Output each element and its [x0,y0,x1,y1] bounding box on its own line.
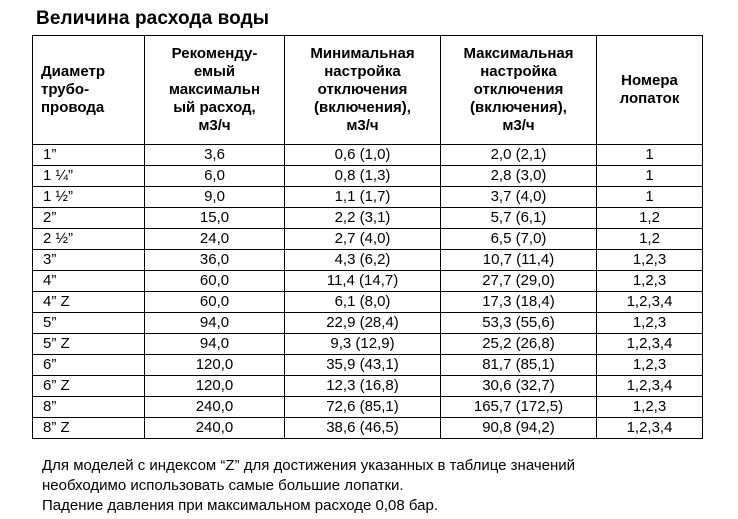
table-row [33,418,703,439]
header-line: провода [41,99,105,116]
max-setting-cell: 17,3 (18,4) [441,292,597,313]
table-row [33,313,703,334]
diameter-cell: 1 ½” [33,187,145,208]
min-setting-cell: 35,9 (43,1) [285,355,441,376]
min-setting-cell: 0,8 (1,3) [285,166,441,187]
header-line: Минимальная [310,45,415,62]
header-line: Рекоменду- [171,45,258,62]
table-row [33,187,703,208]
diameter-cell: 5” [33,313,145,334]
min-setting-cell: 22,9 (28,4) [285,313,441,334]
recommended-flow-cell: 9,0 [145,187,285,208]
diameter-cell: 6” Z [33,376,145,397]
recommended-flow-cell: 240,0 [145,418,285,439]
header-line: Номера [621,72,678,89]
blade-numbers-cell: 1,2,3 [597,313,703,334]
max-setting-cell: 27,7 (29,0) [441,271,597,292]
min-setting-cell: 2,2 (3,1) [285,208,441,229]
diameter-cell: 8” [33,397,145,418]
recommended-flow-cell: 15,0 [145,208,285,229]
recommended-flow-cell: 6,0 [145,166,285,187]
min-setting-cell: 4,3 (6,2) [285,250,441,271]
min-setting-cell: 1,1 (1,7) [285,187,441,208]
header-line: настройка [324,63,401,80]
water-flow-table [32,35,703,439]
header-min-setting [285,36,441,145]
recommended-flow-cell: 24,0 [145,229,285,250]
table-row [33,292,703,313]
recommended-flow-cell: 60,0 [145,292,285,313]
header-line: максимальн [168,81,261,98]
header-line: ый расход, [173,99,256,116]
blade-numbers-cell: 1,2,3,4 [597,292,703,313]
diameter-cell: 1 ¼” [33,166,145,187]
diameter-cell: 6” [33,355,145,376]
recommended-flow-cell: 36,0 [145,250,285,271]
table-row [33,397,703,418]
min-setting-cell: 12,3 (16,8) [285,376,441,397]
header-pipe-diameter [33,36,145,145]
diameter-cell: 2” [33,208,145,229]
table-row [33,208,703,229]
diameter-cell: 2 ½” [33,229,145,250]
blade-numbers-cell: 1,2,3 [597,355,703,376]
min-setting-cell: 38,6 (46,5) [285,418,441,439]
table-row [33,355,703,376]
blade-numbers-cell: 1 [597,166,703,187]
table-header-row [33,36,703,145]
max-setting-cell: 3,7 (4,0) [441,187,597,208]
z-model-note-line-1: Для моделей с индексом “Z” для достижения указанных в таблице значений [42,457,576,474]
recommended-flow-cell: 60,0 [145,271,285,292]
header-blade-numbers [597,36,703,145]
max-setting-cell: 90,8 (94,2) [441,418,597,439]
recommended-flow-cell: 120,0 [145,355,285,376]
blade-numbers-cell: 1,2,3,4 [597,334,703,355]
diameter-cell: 1” [33,145,145,166]
min-setting-cell: 72,6 (85,1) [285,397,441,418]
header-line: Диаметр [41,63,105,80]
diameter-cell: 3” [33,250,145,271]
blade-numbers-cell: 1,2,3 [597,250,703,271]
blade-numbers-cell: 1,2,3 [597,271,703,292]
blade-numbers-cell: 1,2 [597,208,703,229]
max-setting-cell: 6,5 (7,0) [441,229,597,250]
min-setting-cell: 0,6 (1,0) [285,145,441,166]
header-recommended-max-flow [145,36,285,145]
max-setting-cell: 5,7 (6,1) [441,208,597,229]
blade-numbers-cell: 1 [597,187,703,208]
blade-numbers-cell: 1,2,3,4 [597,418,703,439]
document-title: Величина расхода воды [36,8,270,29]
header-line: отключения [317,81,408,98]
blade-numbers-cell: 1,2,3,4 [597,376,703,397]
header-line: настройка [480,63,557,80]
header-line: емый [193,63,236,80]
recommended-flow-cell: 94,0 [145,334,285,355]
max-setting-cell: 2,8 (3,0) [441,166,597,187]
table-row [33,250,703,271]
diameter-cell: 8” Z [33,418,145,439]
recommended-flow-cell: 120,0 [145,376,285,397]
table-row [33,334,703,355]
diameter-cell: 4” Z [33,292,145,313]
table-row [33,166,703,187]
blade-numbers-cell: 1,2 [597,229,703,250]
diameter-cell: 5” Z [33,334,145,355]
pressure-drop-note: Падение давления при максимальном расходе 0,08 бар. [42,497,439,514]
header-line: м3/ч [502,117,535,134]
table-body [33,145,703,439]
recommended-flow-cell: 94,0 [145,313,285,334]
header-line: м3/ч [198,117,231,134]
header-line: м3/ч [346,117,379,134]
max-setting-cell: 53,3 (55,6) [441,313,597,334]
header-line: отключения [473,81,564,98]
min-setting-cell: 2,7 (4,0) [285,229,441,250]
table-row [33,271,703,292]
header-line: Максимальная [463,45,574,62]
max-setting-cell: 2,0 (2,1) [441,145,597,166]
max-setting-cell: 30,6 (32,7) [441,376,597,397]
min-setting-cell: 6,1 (8,0) [285,292,441,313]
diameter-cell: 4” [33,271,145,292]
blade-numbers-cell: 1,2,3 [597,397,703,418]
header-line: трубо- [41,81,90,98]
max-setting-cell: 165,7 (172,5) [441,397,597,418]
table-row [33,229,703,250]
max-setting-cell: 10,7 (11,4) [441,250,597,271]
table-row [33,376,703,397]
min-setting-cell: 11,4 (14,7) [285,271,441,292]
header-max-setting [441,36,597,145]
z-model-note-line-2: необходимо использовать самые большие лопатки. [42,477,404,494]
recommended-flow-cell: 3,6 [145,145,285,166]
min-setting-cell: 9,3 (12,9) [285,334,441,355]
recommended-flow-cell: 240,0 [145,397,285,418]
blade-numbers-cell: 1 [597,145,703,166]
header-line: лопаток [619,90,680,107]
max-setting-cell: 81,7 (85,1) [441,355,597,376]
table-row [33,145,703,166]
header-line: (включения), [314,99,411,116]
header-line: (включения), [470,99,567,116]
max-setting-cell: 25,2 (26,8) [441,334,597,355]
